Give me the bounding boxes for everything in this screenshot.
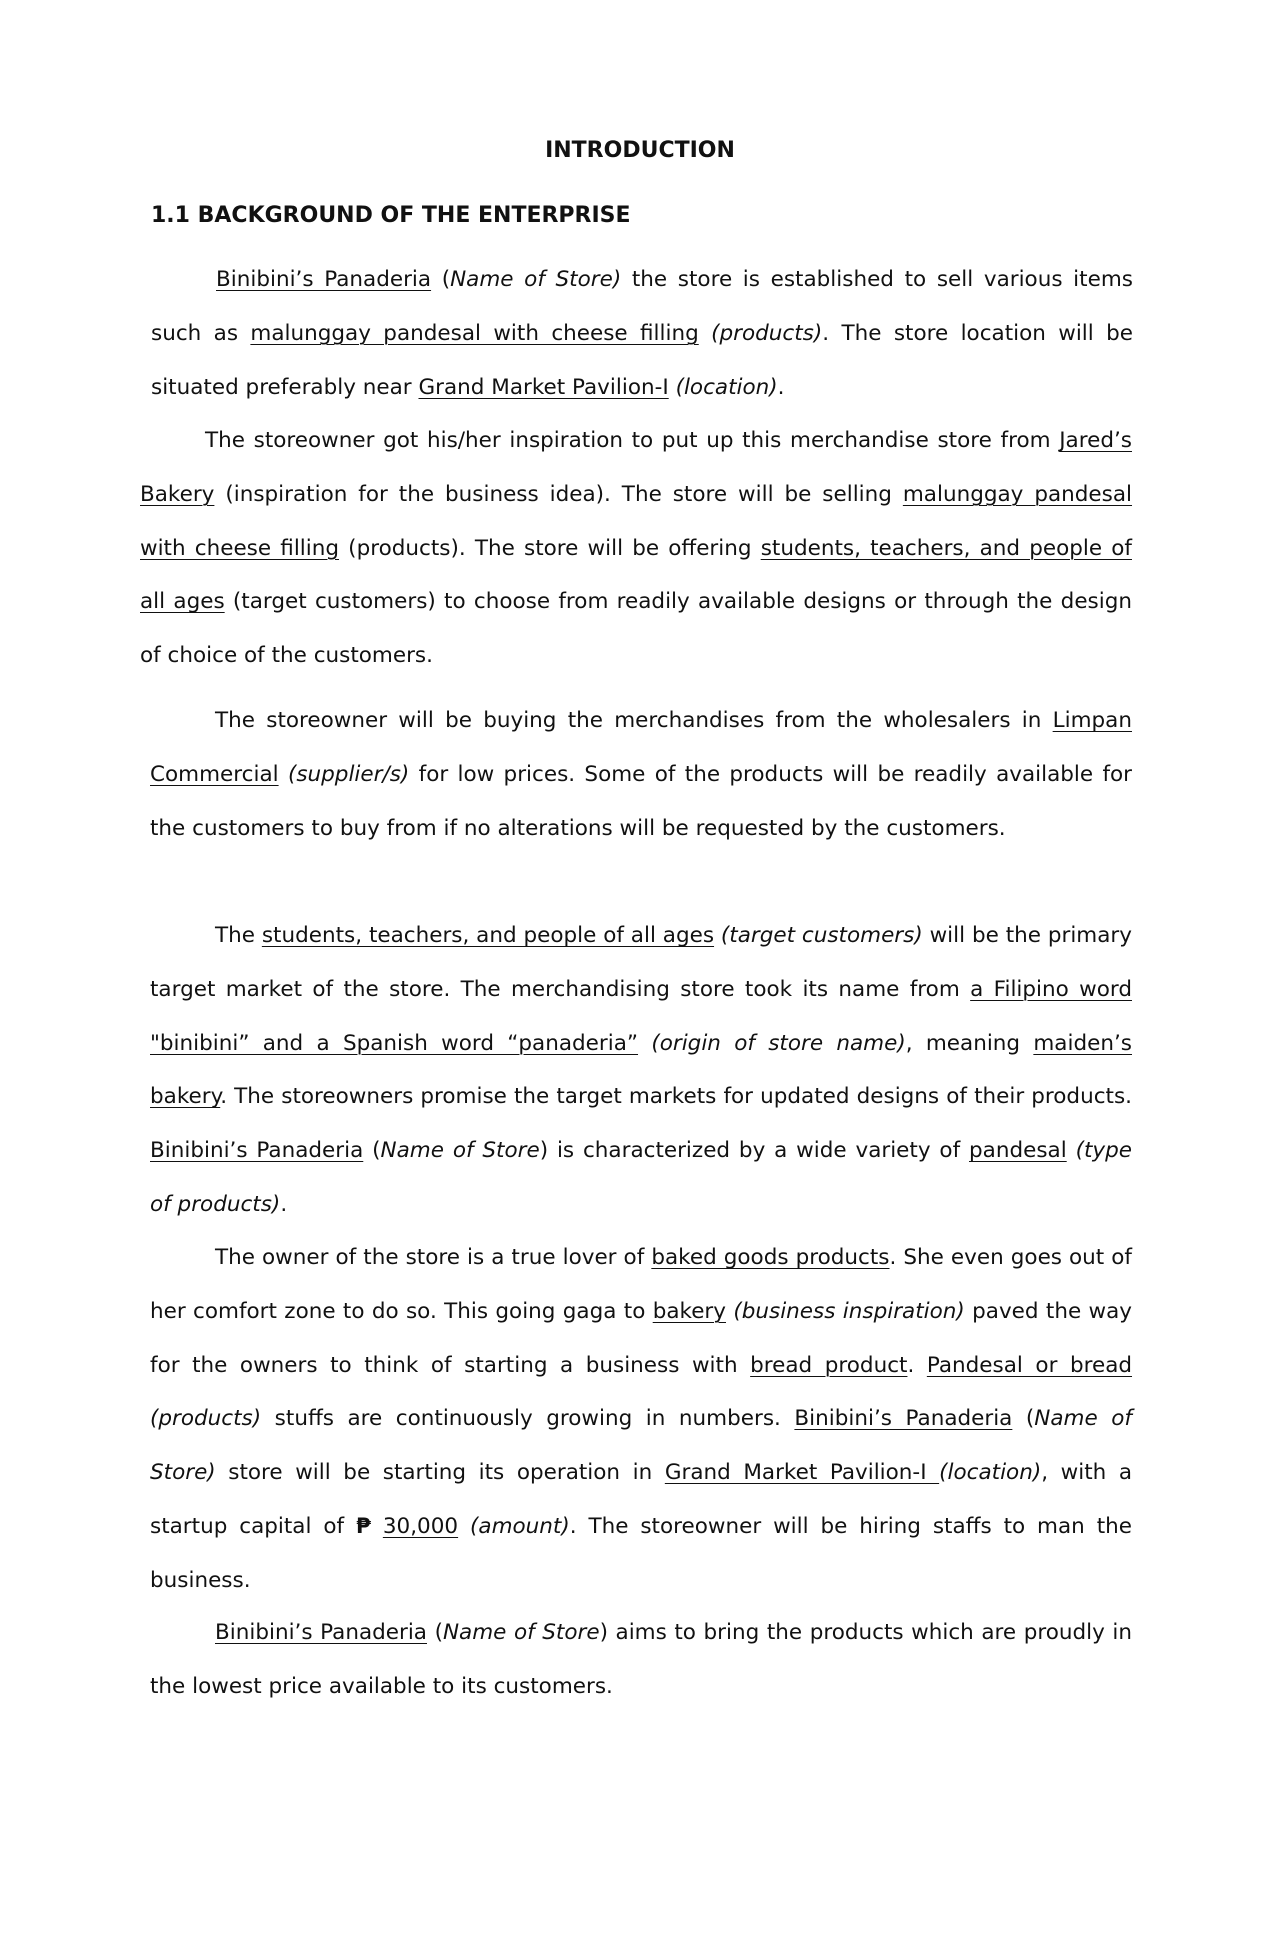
store-name: Binibini’s Panaderia	[150, 1138, 364, 1164]
paragraph-aim: Binibini’s Panaderia (Name of Store) aims to bring the products which are proudly in the lowest price available to its customers.	[150, 1620, 1132, 1699]
location-name: Grand Market Pavilion-I	[664, 1460, 940, 1486]
paragraph-store-background: Binibini’s Panaderia (Name of Store) the store is established to sell various items such as malunggay pandesal with cheese filling (products). The store location will be situated preferably near Grand Market Pavilion-I (location).	[151, 267, 1133, 400]
paragraph-inspiration: The storeowner got his/her inspiration to put up this merchandise store from Jared’s Bakery (inspiration for the business idea). The store will be selling malunggay pandesal with cheese filling (products). The store will be offering students, teachers, and people of all ages (target customers) to choose from readily available designs or through the design of choice of the customers.	[140, 428, 1133, 669]
store-name-origin: a Filipino word "binibini” and a Spanish word “panaderia”	[150, 976, 1132, 1056]
paragraph-supplier: The storeowner will be buying the merchandises from the wholesalers in Limpan Commercial (supplier/s) for low prices. Some of the products will be readily available for the customers to buy from if no alterations will be requested by the customers.	[150, 708, 1133, 841]
product-name: malunggay pandesal with cheese filling	[250, 320, 699, 346]
product-type: pandesal	[969, 1138, 1067, 1164]
section-heading: 1.1 BACKGROUND OF THE ENTERPRISE	[151, 203, 631, 228]
store-name: Binibini’s Panaderia	[216, 267, 432, 292]
inspiration-name: Jared’s Bakery	[140, 428, 1132, 507]
peso-sign: ₱	[355, 1513, 371, 1539]
paragraph-owner: The owner of the store is a true lover of baked goods products. She even goes out of her comfort zone to do so. This going gaga to bakery (business inspiration) paved the way for the owners to think of starting a business with bread product. Pandesal or bread (products) stuffs are continuously growing in numbers. Binibini’s Panaderia (Name of Store) store will be starting its operation in Grand Market Pavilion-I (location), with a startup capital of ₱ 30,000 (amount). The storeowner will be hiring staffs to man the business.	[150, 1245, 1133, 1593]
store-name-meaning: maiden’s bakery	[150, 1030, 1132, 1110]
paragraph-target-market: The students, teachers, and people of all ages (target customers) will be the primary target market of the store. The merchandising store took its name from a Filipino word "binibini” and a Spanish word “panaderia” (origin of store name), meaning maiden’s bakery. The storeowners promise the target markets for updated designs of their products. Binibini’s Panaderia (Name of Store) is characterized by a wide variety of pandesal (type of products).	[150, 923, 1132, 1217]
target-customers: students, teachers, and people of all ages	[140, 535, 1132, 615]
target-customers: students, teachers, and people of all ages	[261, 923, 715, 948]
supplier-name: Limpan Commercial	[150, 708, 1132, 787]
business-inspiration: bakery	[652, 1298, 726, 1324]
product-name: malunggay pandesal with cheese filling	[140, 481, 1133, 561]
page-title: INTRODUCTION	[545, 138, 735, 163]
product-name: Pandesal or bread	[926, 1352, 1133, 1378]
store-name: Binibini’s Panaderia	[794, 1406, 1013, 1432]
startup-capital-amount: 30,000	[382, 1513, 459, 1539]
store-name: Binibini’s Panaderia	[215, 1620, 427, 1645]
business-product: bread product	[750, 1352, 908, 1378]
owner-interest: baked goods products	[651, 1245, 890, 1270]
location-name: Grand Market Pavilion-I	[418, 374, 669, 400]
